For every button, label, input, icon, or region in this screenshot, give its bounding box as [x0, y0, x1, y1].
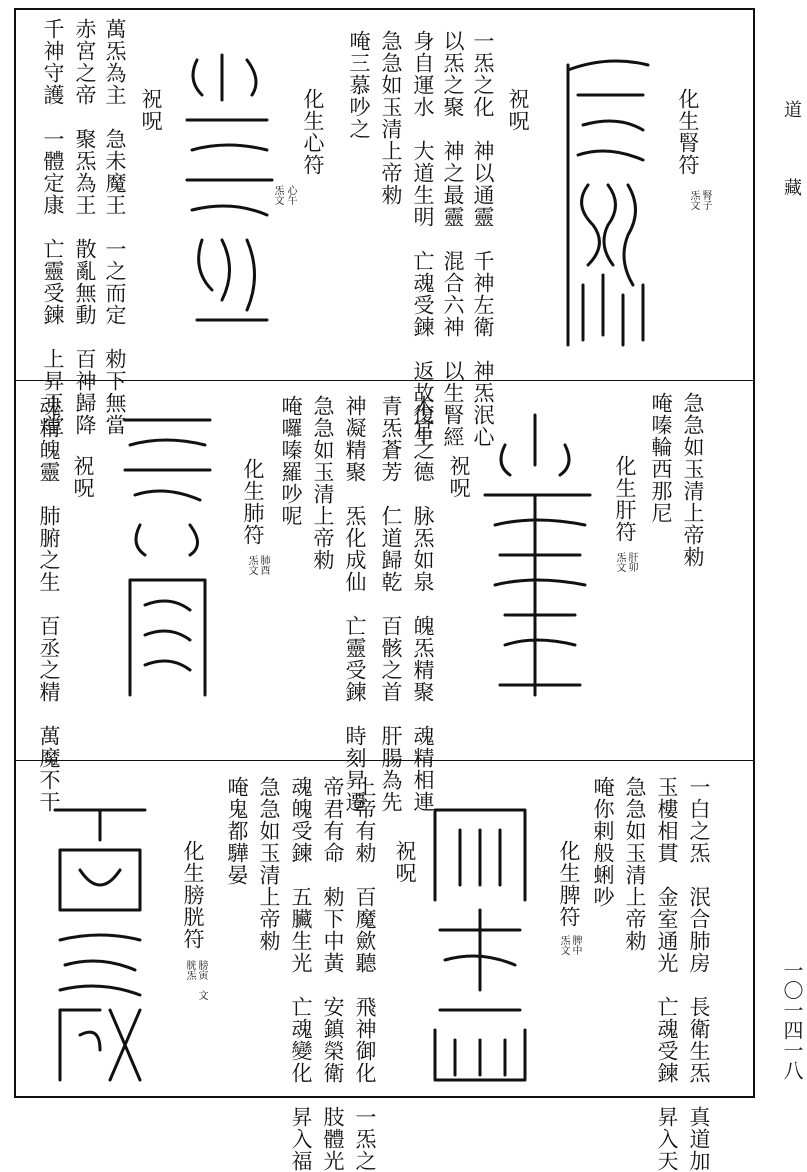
chant-line: 唵三慕吵之: [347, 30, 371, 140]
chant-line: 唵囉嗪羅吵呢: [279, 395, 303, 527]
incantation-heading: 祝呪: [447, 455, 471, 499]
incantation-line: 玉樓相貫 金室通光 亡魂受鍊 昇入天: [655, 776, 679, 1172]
talisman-title: 化生心符: [301, 88, 325, 176]
talisman-title: 化生膀胱符: [181, 840, 205, 950]
talisman-note: 炁文: [272, 185, 283, 205]
talisman-note: 肺酉: [258, 555, 269, 575]
talisman-note: 胱炁: [184, 960, 195, 980]
talisman-title: 化生肺符: [241, 458, 265, 546]
talisman-note: 腎子: [700, 190, 711, 210]
incantation-line: 魂魄受鍊 五臟生光 亡魂變化 昇入福: [289, 776, 313, 1172]
talisman-note: 肝卯: [626, 552, 637, 572]
lung-talisman-icon: [110, 405, 225, 705]
page-number: 一〇一四一八: [780, 960, 804, 1080]
talisman-note: 心午: [285, 185, 296, 205]
incantation-line: 一白之炁 泯合肺房 長衛生炁 真道加: [687, 776, 711, 1172]
incantation-line: 一炁之化 神以通靈 千神左衛 神炁泯心: [471, 30, 495, 448]
talisman-title: 化生肝符: [613, 455, 637, 543]
incantation-line: 急急如玉清上帝勑: [623, 776, 647, 952]
incantation-line: 急急如玉清上帝勑: [311, 395, 335, 571]
spleen-talisman-icon: [420, 790, 540, 1090]
heart-talisman-icon: [172, 40, 282, 350]
talisman-note: 炁文: [246, 555, 257, 575]
incantation-heading: 祝呪: [506, 88, 530, 132]
incantation-line: 青炁蒼芳 仁道歸乾 百骸之首 肝腸為先: [379, 395, 403, 813]
chant-line: 唵你剌般蜊吵: [591, 776, 615, 908]
talisman-title: 化生腎符: [676, 88, 700, 176]
incantation-line: 神凝精聚 炁化成仙 亡靈受鍊 時刻昇遷: [343, 395, 367, 813]
incantation-line: 急急如玉清上帝勑: [257, 776, 281, 952]
incantation-line: 身自運水 大道生明 亡魂受鍊 返故復生: [411, 30, 435, 448]
talisman-note: 膀寅: [196, 960, 207, 980]
incantation-line: 急急如玉清上帝勑: [379, 30, 403, 206]
incantation-line: 急急如玉清上帝勑: [681, 392, 705, 568]
incantation-heading: 祝呪: [393, 840, 417, 884]
incantation-line: 上帝有勑 百魔歛聽 飛神御化 一炁之: [353, 776, 377, 1172]
book-title: 道: [781, 100, 802, 120]
incantation-line: 以炁之聚 神之最靈 混合六神 以生腎經: [441, 30, 465, 448]
talisman-note: 脾中: [570, 935, 581, 955]
kidney-talisman-icon: [548, 45, 668, 355]
talisman-note: 炁文: [614, 552, 625, 572]
incantation-line: 赤宮之帝 聚炁為王 散亂無動 百神歸降: [73, 18, 97, 436]
chant-line: 唵鬼都驊晏: [225, 776, 249, 886]
bladder-talisman-icon: [40, 790, 160, 1090]
book-title-2: 藏: [781, 178, 802, 198]
talisman-note: 文: [196, 990, 207, 1000]
incantation-line: 千神守護 一體定康 亡靈受鍊 上昇玉堂: [41, 18, 65, 436]
incantation-line: 木官之德 脉炁如泉 魄炁精聚 魂精相連: [411, 395, 435, 813]
incantation-heading: 祝呪: [71, 455, 95, 499]
talisman-note: 炁文: [558, 935, 569, 955]
chant-line: 唵嗪輪西那尼: [649, 392, 673, 524]
talisman-note: 炁文: [688, 190, 699, 210]
incantation-line: 魂精魄靈 肺腑之生 百丞之精 萬魔不干: [37, 395, 61, 813]
incantation-line: 帝君有命 勑下中黃 安鎮榮衛 肢體光: [321, 776, 345, 1172]
talisman-title: 化生脾符: [557, 840, 581, 928]
liver-talisman-icon: [475, 405, 600, 705]
incantation-heading: 祝呪: [139, 88, 163, 132]
incantation-line: 萬炁為主 急未魔王 一之而定 勑下無當: [103, 18, 127, 436]
